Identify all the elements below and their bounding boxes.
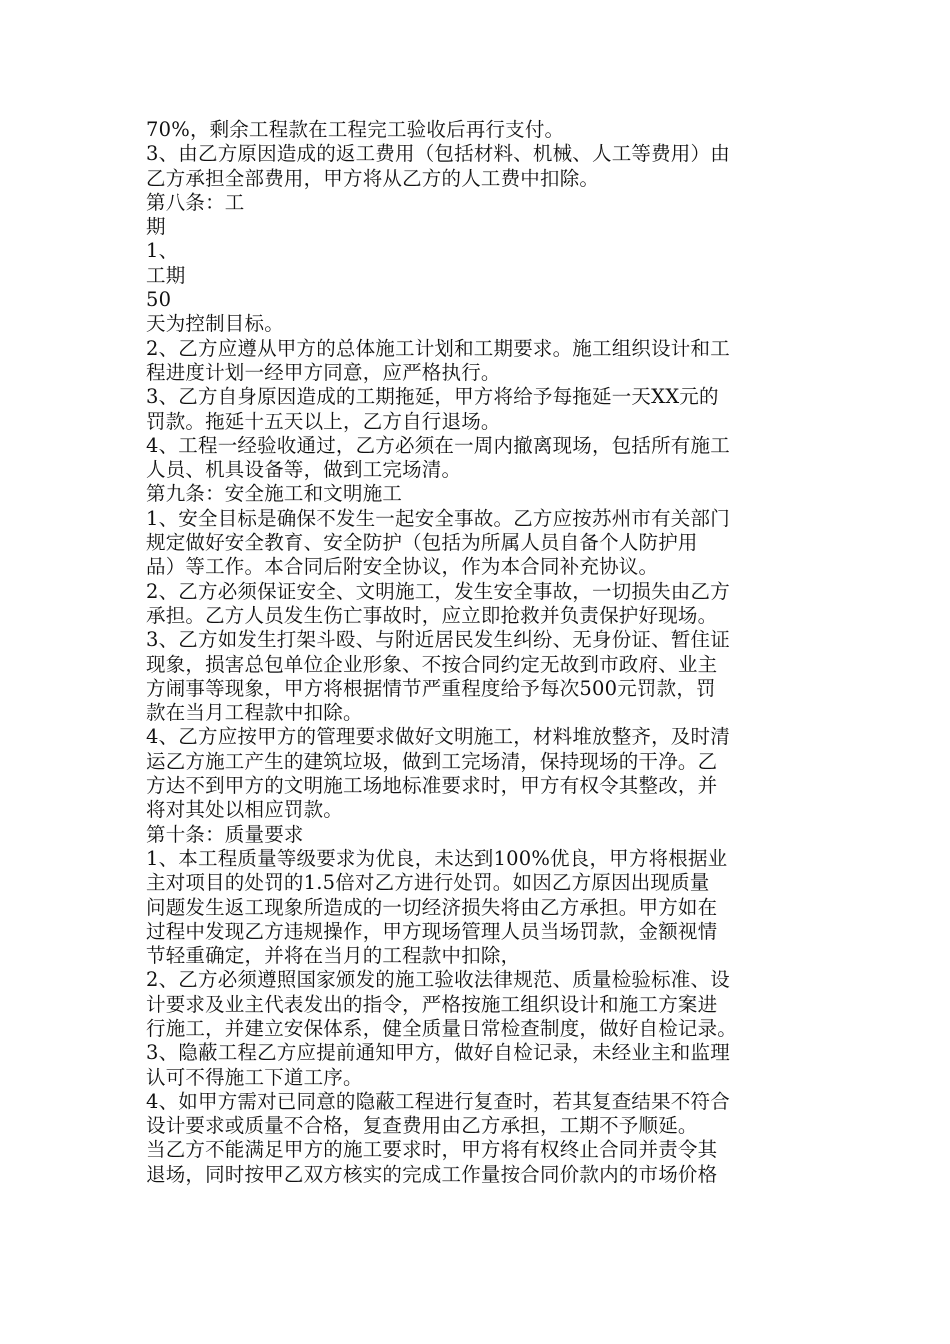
text-line: 第九条：安全施工和文明施工: [146, 482, 403, 506]
text-line: 1、: [146, 239, 179, 263]
text-line: 主对项目的处罚的1.5倍对乙方进行处罚。如因乙方原因出现质量: [146, 871, 710, 895]
text-line: 人员、机具设备等，做到工完场清。: [146, 458, 462, 482]
text-line: 第八条：工: [146, 190, 245, 214]
text-line: 2、乙方应遵从甲方的总体施工计划和工期要求。施工组织设计和工: [146, 336, 730, 360]
text-line: 节轻重确定，并将在当月的工程款中扣除，: [146, 944, 521, 968]
text-line: 将对其处以相应罚款。: [146, 798, 344, 822]
text-line: 1、安全目标是确保不发生一起安全事故。乙方应按苏州市有关部门: [146, 506, 730, 530]
text-line: 乙方承担全部费用，甲方将从乙方的人工费中扣除。: [146, 166, 600, 190]
text-line: 当乙方不能满足甲方的施工要求时，甲方将有权终止合同并责令其: [146, 1138, 718, 1162]
text-line: 1、本工程质量等级要求为优良，未达到100%优良，甲方将根据业: [146, 846, 728, 870]
text-line: 3、隐蔽工程乙方应提前通知甲方，做好自检记录，未经业主和监理: [146, 1041, 730, 1065]
text-line: 计要求及业主代表发出的指令，严格按施工组织设计和施工方案进: [146, 992, 718, 1016]
text-line: 天为控制目标。: [146, 312, 284, 336]
document-body: [146, 118, 816, 1187]
text-line: 过程中发现乙方违规操作，甲方现场管理人员当场罚款，金额视情: [146, 919, 718, 943]
text-line: 工期: [146, 263, 186, 287]
text-line: 期: [146, 215, 166, 239]
text-line: 第十条：质量要求: [146, 822, 304, 846]
text-line: 50: [146, 288, 172, 312]
text-line: 款在当月工程款中扣除。: [146, 701, 363, 725]
text-line: 认可不得施工下道工序。: [146, 1065, 363, 1089]
text-line: 运乙方施工产生的建筑垃圾，做到工完场清，保持现场的干净。乙: [146, 749, 718, 773]
text-line: 3、乙方自身原因造成的工期拖延，甲方将给予每拖延一天XX元的: [146, 385, 719, 409]
text-line: 2、乙方必须保证安全、文明施工，发生安全事故，一切损失由乙方: [146, 579, 730, 603]
text-line: 现象，损害总包单位企业形象、不按合同约定无故到市政府、业主: [146, 652, 718, 676]
text-line: 4、乙方应按甲方的管理要求做好文明施工，材料堆放整齐，及时清: [146, 725, 730, 749]
text-line: 问题发生返工现象所造成的一切经济损失将由乙方承担。甲方如在: [146, 895, 718, 919]
text-line: 行施工，并建立安保体系，健全质量日常检查制度，做好自检记录。: [146, 1016, 738, 1040]
text-line: 规定做好安全教育、安全防护（包括为所属人员自备个人防护用: [146, 531, 698, 555]
text-line: 退场，同时按甲乙双方核实的完成工作量按合同价款内的市场价格: [146, 1162, 718, 1186]
text-line: 品）等工作。本合同后附安全协议，作为本合同补充协议。: [146, 555, 659, 579]
text-line: 程进度计划一经甲方同意，应严格执行。: [146, 360, 501, 384]
text-line: 方达不到甲方的文明施工场地标准要求时，甲方有权令其整改，并: [146, 774, 718, 798]
text-line: 70%，剩余工程款在工程完工验收后再行支付。: [146, 118, 565, 141]
text-line: 方闹事等现象，甲方将根据情节严重程度给予每次500元罚款，罚: [146, 676, 716, 700]
text-line: 4、如甲方需对已同意的隐蔽工程进行复查时，若其复查结果不符合: [146, 1089, 730, 1113]
text-line: 2、乙方必须遵照国家颁发的施工验收法律规范、质量检验标准、设: [146, 968, 730, 992]
text-line: 承担。乙方人员发生伤亡事故时，应立即抢救并负责保护好现场。: [146, 603, 718, 627]
text-line: 3、由乙方原因造成的返工费用（包括材料、机械、人工等费用）由: [146, 142, 730, 166]
text-line: 4、工程一经验收通过，乙方必须在一周内撤离现场，包括所有施工: [146, 433, 730, 457]
text-line: 3、乙方如发生打架斗殴、与附近居民发生纠纷、无身份证、暂住证: [146, 628, 730, 652]
text-line: 罚款。拖延十五天以上，乙方自行退场。: [146, 409, 501, 433]
text-line: 设计要求或质量不合格，复查费用由乙方承担，工期不予顺延。: [146, 1114, 698, 1138]
